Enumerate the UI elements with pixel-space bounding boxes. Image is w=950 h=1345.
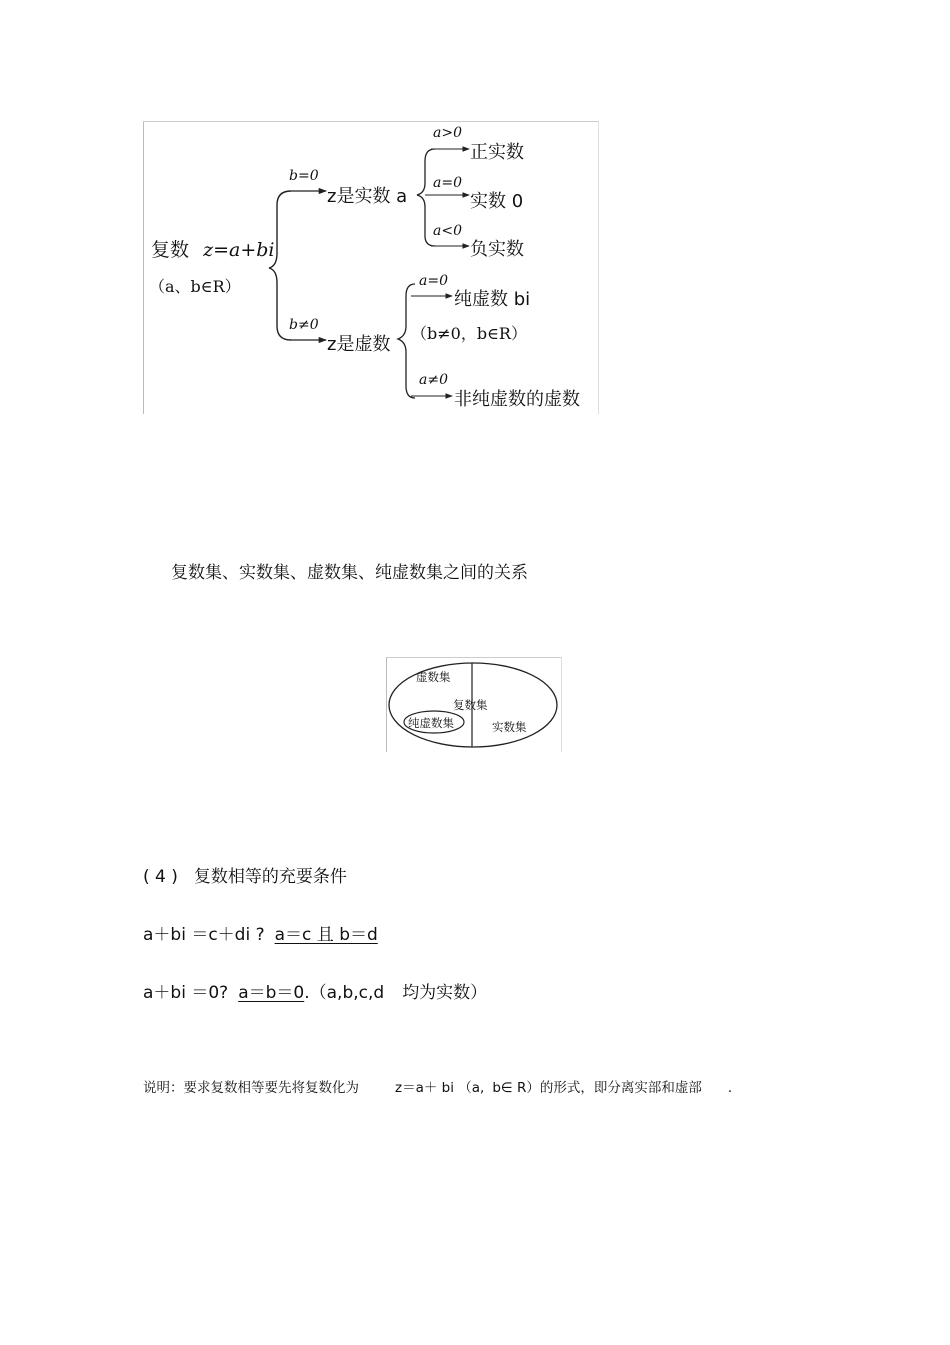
eq2-right: a＝b＝0: [238, 983, 305, 1003]
root-label: 复数: [151, 239, 190, 261]
leaf-pure-imaginary: 纯虚数 bi: [454, 289, 531, 310]
upper-branch-result: z是实数 a: [327, 186, 408, 207]
root-formula: z=a+bi: [203, 239, 275, 261]
set-relationship-venn: [386, 657, 562, 752]
label-real-set: 实数集: [492, 720, 527, 734]
lower-branch-result: z是虚数: [327, 334, 391, 355]
upper-branch-condition: b=0: [289, 168, 319, 184]
lower-note: （b≠0，b∈R）: [411, 324, 527, 343]
eq1-left: a＋bi ＝c＋di ?: [143, 925, 265, 945]
note-prefix: 说明：要求复数相等要先将复数化为: [143, 1080, 359, 1096]
note-formula: z＝a＋ bi （a,: [395, 1080, 485, 1096]
leaf-cond-zero: a=0: [433, 175, 462, 191]
leaf-cond-positive: a>0: [433, 125, 462, 141]
note-formula2: b∈ R）的形式，即分离实部和虚部: [492, 1080, 702, 1096]
leaf-cond-negative: a<0: [433, 223, 462, 239]
eq2-tail2: 均为实数）: [402, 983, 488, 1003]
eq2-left: a＋bi ＝0?: [143, 983, 229, 1003]
eq2-tail: .（a,b,c,d: [304, 983, 385, 1003]
leaf-cond-nonpure: a≠0: [419, 372, 448, 388]
note-end: .: [727, 1080, 733, 1096]
root-label-row: [151, 235, 274, 262]
main-brace: [269, 191, 291, 340]
label-pure-imaginary-set: 纯虚数集: [408, 716, 454, 730]
leaf-non-pure-imaginary: 非纯虚数的虚数: [454, 389, 580, 410]
label-imaginary-set: 虚数集: [416, 670, 451, 684]
section-number: ( 4 ): [143, 867, 178, 887]
complex-classification-diagram: [143, 121, 599, 414]
classification-tree: [143, 121, 599, 414]
label-complex-set: 复数集: [453, 698, 488, 712]
leaf-positive-real: 正实数: [470, 142, 524, 163]
equality-condition-2: [143, 978, 487, 1003]
eq1-right: a＝c 且 b＝d: [274, 925, 378, 945]
leaf-negative-real: 负实数: [470, 239, 524, 260]
lower-branch-condition: b≠0: [289, 317, 319, 333]
leaf-cond-pure: a=0: [419, 273, 448, 289]
section-4-heading: [143, 862, 347, 887]
root-condition: （a、b∈R）: [149, 277, 241, 296]
explanation-note: [143, 1076, 732, 1096]
leaf-real-zero: 实数 0: [470, 191, 524, 212]
section-caption: 复数集、实数集、虚数集、纯虚数集之间的关系: [171, 563, 528, 583]
equality-condition-1: [143, 920, 378, 945]
section-title: 复数相等的充要条件: [193, 867, 347, 887]
